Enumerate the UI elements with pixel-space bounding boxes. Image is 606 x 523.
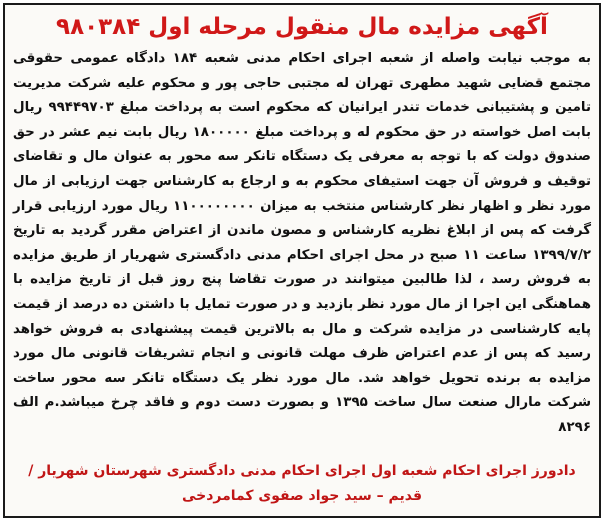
notice-signature: دادورز اجرای احکام شعبه اول اجرای احکام مدنی دادگستری شهرستان شهریار / قدیم – سید جواد صفوی کمامردخی <box>28 463 576 504</box>
notice-body: به موجب نیابت واصله از شعبه اجرای احکام مدنی شعبه ۱۸۴ دادگاه عمومی حقوقی مجتمع قضایی شهید مطهری تهران له مجتبی حاجی پور و محکوم علیه شرکت مدیریت تامین و پشتیبانی خدمات تندر ایرانیان که محکوم است به پرداخت مبلغ ۹۹۴۴۹۷۰۳ ریال بابت اصل خواسته در حق محکوم له و پرداخت مبلغ ۱۸۰۰۰۰۰ ریال بابت نیم عشر در حق صندوق دولت که با توجه به معرفی یک دستگاه تانکر سه محور به عنوان مال و تقاضای توقیف و فروش آن جهت استیفای محکوم به و ارجاع به کارشناس جهت ارزیابی از مال مورد نظر و اظهار نظر کارشناس منتخب به میزان ۱۱۰۰۰۰۰۰۰۰ ریال مورد ارزیابی قرار گرفت که پس از ابلاغ نظریه کارشناس و مصون ماندن از اعتراض مقرر گردید به تاریخ ۱۳۹۹/۷/۲ ساعت ۱۱ صبح در محل اجرای احکام مدنی دادگستری شهریار از طریق مزایده به فروش رسد ، لذا طالبین میتوانند در صورت تقاضا پنج روز قبل از تاریخ مزایده با هماهنگی این اجرا از مال مورد نظر بازدید و در صورت تمایل با داشتن ده درصد از قیمت پایه کارشناسی در مزایده شرکت و مال به بالاترین قیمت پیشنهادی به فروش خواهد رسید که پس از عدم اعتراض ظرف مهلت قانونی و انجام تشریفات قانونی مال مورد مزایده به برنده تحویل خواهد شد. مال مورد نظر یک دستگاه تانکر سه محور ساخت شرکت مارال صنعت سال ساخت ۱۳۹۵ و بصورت دست دوم و فاقد چرخ میباشد.م الف ۸۲۹۶ <box>13 51 592 435</box>
notice-title: آگهی مزایده مال منقول مرحله اول ۹۸۰۳۸۴ <box>56 14 548 40</box>
notice-frame <box>3 3 601 518</box>
